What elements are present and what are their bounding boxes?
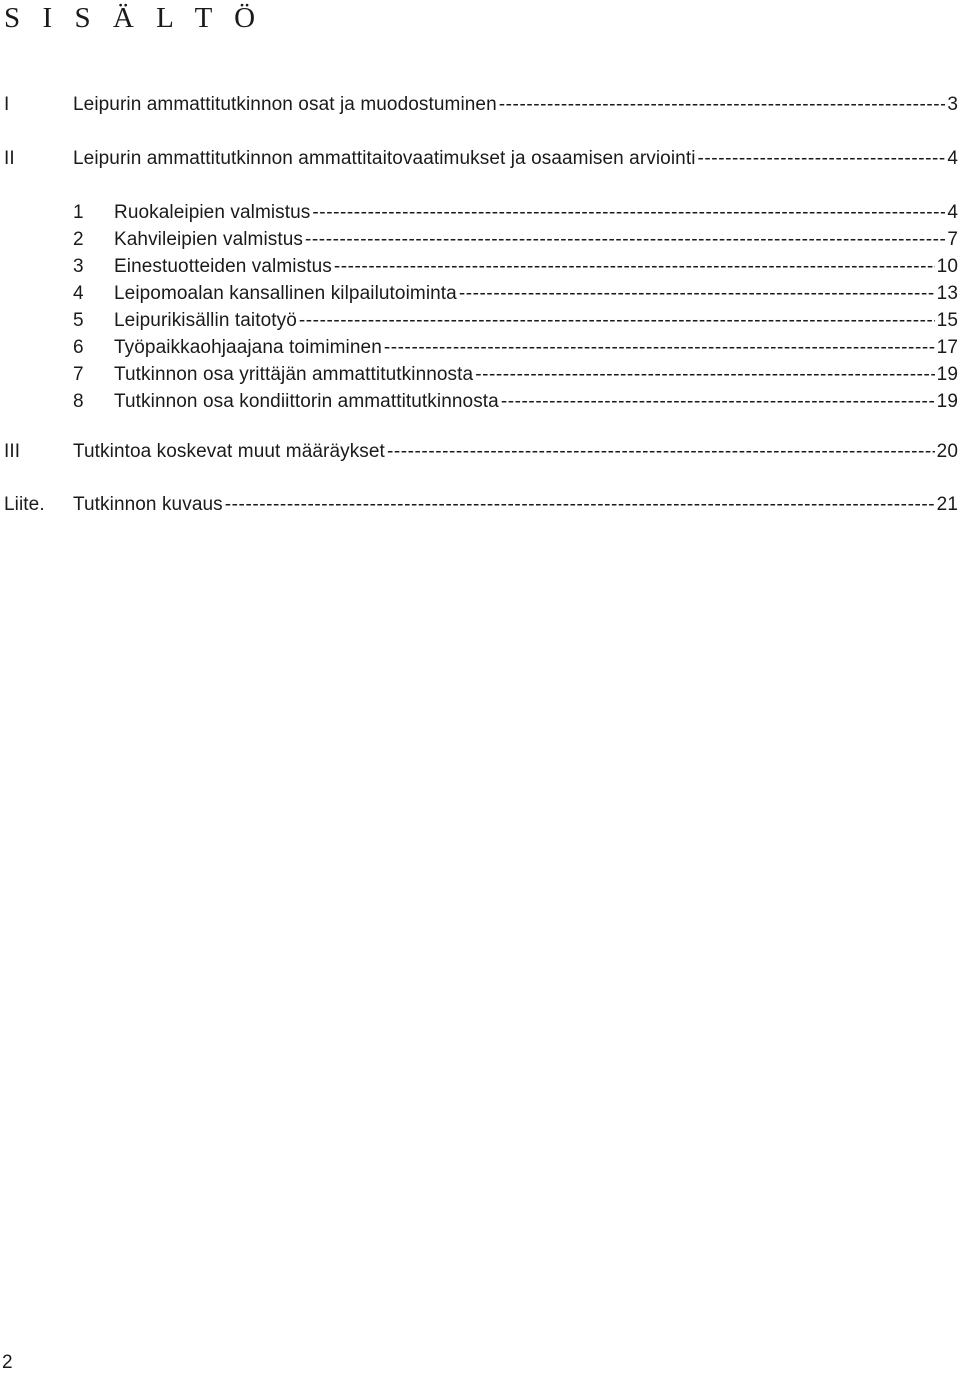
toc-entry-title: Työpaikkaohjaajana toimiminen (114, 337, 382, 358)
toc-entry-title: Ruokaleipien valmistus (114, 202, 311, 223)
toc-entry-5[interactable] (0, 308, 958, 334)
toc-entry-7[interactable] (0, 362, 958, 388)
toc-entry-number: 3 (73, 256, 84, 277)
toc-entry-page: 13 (936, 283, 958, 304)
toc-entry-title: Tutkinnon kuvaus (73, 494, 223, 515)
toc-entry-page: 4 (947, 202, 958, 223)
toc-entry-page: 3 (947, 94, 958, 115)
toc-entry-appendix[interactable] (0, 492, 958, 518)
toc-entry-number: 7 (73, 364, 84, 385)
toc-leader-dashes (698, 146, 946, 172)
toc-entry-3[interactable] (0, 254, 958, 280)
toc-entry-number: 2 (73, 229, 84, 250)
toc-leader-dashes (334, 254, 935, 280)
toc-entry-i[interactable] (0, 92, 958, 118)
toc-entry-title: Tutkintoa koskevat muut määräykset (73, 441, 385, 462)
toc-leader-dashes (475, 362, 934, 388)
toc-leader-dashes (459, 281, 935, 307)
page-title: S I S Ä L T Ö (4, 2, 263, 34)
toc-leader-dashes (305, 227, 945, 253)
toc-entry-iii[interactable] (0, 439, 958, 465)
toc-entry-page: 19 (936, 391, 958, 412)
toc-entry-number: 8 (73, 391, 84, 412)
toc-entry-page: 19 (936, 364, 958, 385)
toc-entry-6[interactable] (0, 335, 958, 361)
toc-entry-number: III (4, 441, 21, 462)
toc-entry-number: 5 (73, 310, 84, 331)
toc-leader-dashes (387, 439, 935, 465)
toc-entry-title: Leipomoalan kansallinen kilpailutoiminta (114, 283, 457, 304)
toc-entry-4[interactable] (0, 281, 958, 307)
toc-entry-title: Einestuotteiden valmistus (114, 256, 332, 277)
toc-entry-number: Liite. (4, 494, 45, 515)
toc-entry-title: Tutkinnon osa yrittäjän ammattitutkinnosta (114, 364, 474, 385)
toc-entry-page: 21 (936, 494, 958, 515)
toc-entry-page: 10 (936, 256, 958, 277)
toc-entry-number: II (4, 148, 15, 169)
toc-leader-dashes (501, 389, 935, 415)
page-number: 2 (2, 1352, 13, 1373)
toc-entry-ii[interactable] (0, 146, 958, 172)
toc-entry-title: Leipurin ammattitutkinnon osat ja muodostuminen (73, 94, 497, 115)
toc-entry-title: Kahvileipien valmistus (114, 229, 304, 250)
toc-leader-dashes (225, 492, 935, 518)
toc-leader-dashes (499, 92, 946, 118)
toc-entry-page: 17 (936, 337, 958, 358)
toc-leader-dashes (312, 200, 945, 226)
toc-entry-number: I (4, 94, 10, 115)
toc-entry-number: 4 (73, 283, 84, 304)
toc-entry-page: 4 (947, 148, 958, 169)
toc-entry-number: 6 (73, 337, 84, 358)
toc-leader-dashes (384, 335, 935, 361)
toc-entry-page: 7 (947, 229, 958, 250)
toc-entry-8[interactable] (0, 389, 958, 415)
toc-entry-1[interactable] (0, 200, 958, 226)
toc-leader-dashes (299, 308, 935, 334)
toc-entry-title: Tutkinnon osa kondiittorin ammattitutkinnosta (114, 391, 499, 412)
toc-entry-2[interactable] (0, 227, 958, 253)
toc-entry-number: 1 (73, 202, 84, 223)
toc-entry-page: 20 (936, 441, 958, 462)
toc-entry-title: Leipurikisällin taitotyö (114, 310, 297, 331)
toc-entry-page: 15 (936, 310, 958, 331)
toc-entry-title: Leipurin ammattitutkinnon ammattitaitovaatimukset ja osaamisen arviointi (73, 148, 696, 169)
